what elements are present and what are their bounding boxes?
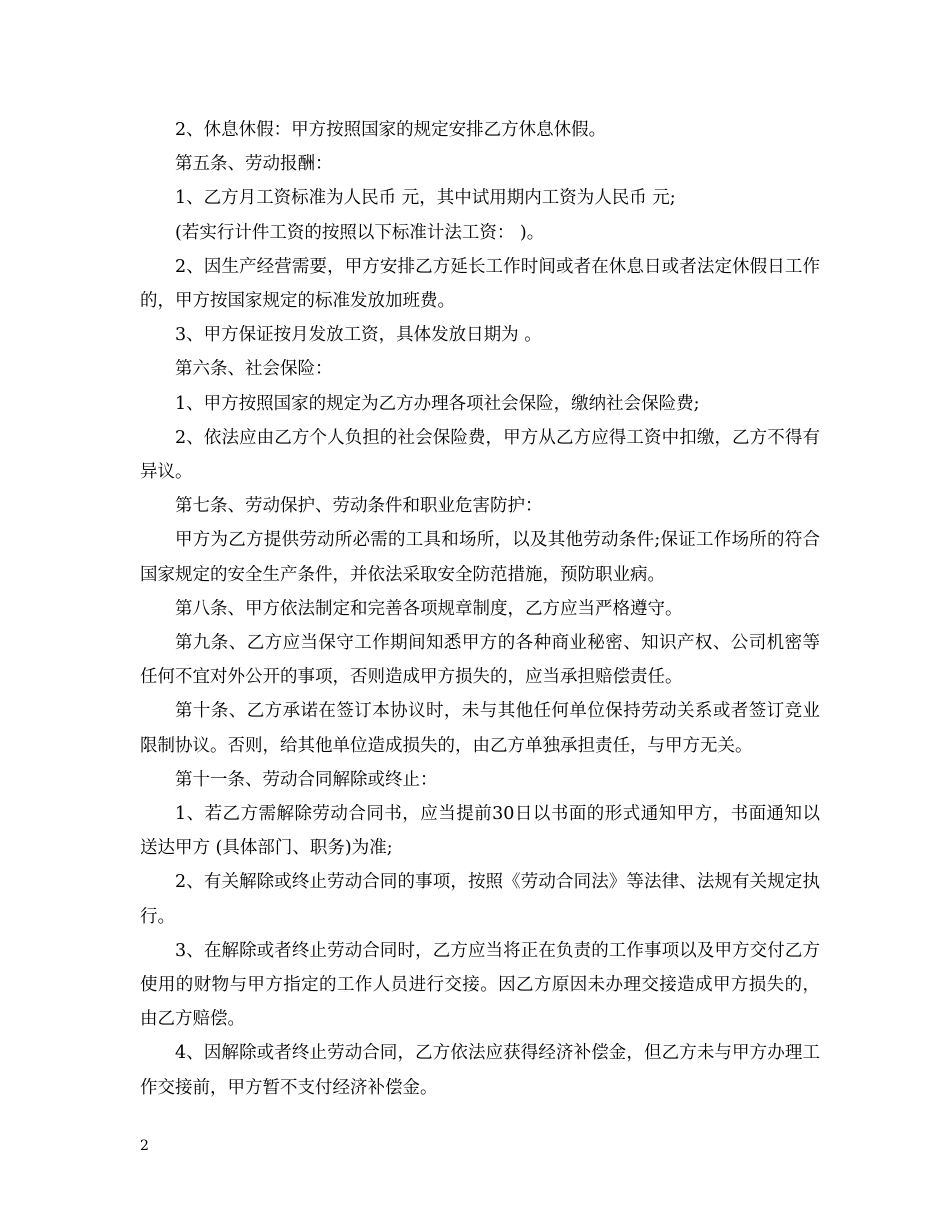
heading-article-11: 第十一条、劳动合同解除或终止： [175, 769, 438, 790]
heading-article-6: 第六条、社会保险： [175, 359, 333, 380]
paragraph-article-8: 第八条、甲方依法制定和完善各项规章制度，乙方应当严格遵守。 [175, 598, 683, 619]
heading-article-5: 第五条、劳动报酬： [175, 154, 333, 175]
contract-body [140, 113, 820, 1105]
paragraph-piece-wage: (若实行计件工资的按照以下标准计法工资： )。 [175, 222, 545, 243]
paragraph-handover: 3、在解除或者终止劳动合同时，乙方应当将正在负责的工作事项以及甲方交付乙方使用的财物与甲方指定的工作人员进行交接。因乙方原因未办理交接造成甲方损失的，由乙方赔偿。 [140, 940, 820, 1030]
paragraph-overtime-pay: 2、因生产经营需要，甲方安排乙方延长工作时间或者在休息日或者法定休假日工作的，甲方按国家规定的标准发放加班费。 [140, 256, 820, 312]
paragraph-rest-leave: 2、休息休假：甲方按照国家的规定安排乙方休息休假。 [175, 120, 607, 140]
paragraph-work-conditions: 甲方为乙方提供劳动所必需的工具和场所，以及其他劳动条件;保证工作场所的符合国家规定的安全生产条件，并依法采取安全防范措施，预防职业病。 [140, 530, 820, 585]
paragraph-social-insurance: 1、甲方按照国家的规定为乙方办理各项社会保险，缴纳社会保险费; [175, 393, 700, 414]
paragraph-insurance-deduction: 2、依法应由乙方个人负担的社会保险费，甲方从乙方应得工资中扣缴，乙方不得有异议。 [140, 427, 820, 483]
paragraph-termination-notice: 1、若乙方需解除劳动合同书，应当提前30日以书面的形式通知甲方，书面通知以送达甲方 (具体部门、职务)为准; [140, 804, 820, 859]
paragraph-article-10: 第十条、乙方承诺在签订本协议时，未与其他任何单位保持劳动关系或者签订竞业限制协议。否则，给其他单位造成损失的，由乙方单独承担责任，与甲方无关。 [140, 701, 820, 756]
paragraph-article-9: 第九条、乙方应当保守工作期间知悉甲方的各种商业秘密、知识产权、公司机密等任何不宜对外公开的事项，否则造成甲方损失的，应当承担赔偿责任。 [140, 633, 820, 688]
paragraph-pay-date: 3、甲方保证按月发放工资，具体发放日期为 。 [175, 325, 542, 346]
paragraph-monthly-wage: 1、乙方月工资标准为人民币 元，其中试用期内工资为人民币 元; [175, 188, 676, 209]
paragraph-termination-law: 2、有关解除或终止劳动合同的事项，按照《劳动合同法》等法律、法规有关规定执行。 [140, 872, 820, 927]
paragraph-compensation: 4、因解除或者终止劳动合同，乙方依法应获得经济补偿金，但乙方未与甲方办理工作交接前，甲方暂不支付经济补偿金。 [140, 1043, 820, 1098]
page-number: 2 [140, 1138, 149, 1154]
heading-article-7: 第七条、劳动保护、劳动条件和职业危害防护： [175, 496, 543, 517]
